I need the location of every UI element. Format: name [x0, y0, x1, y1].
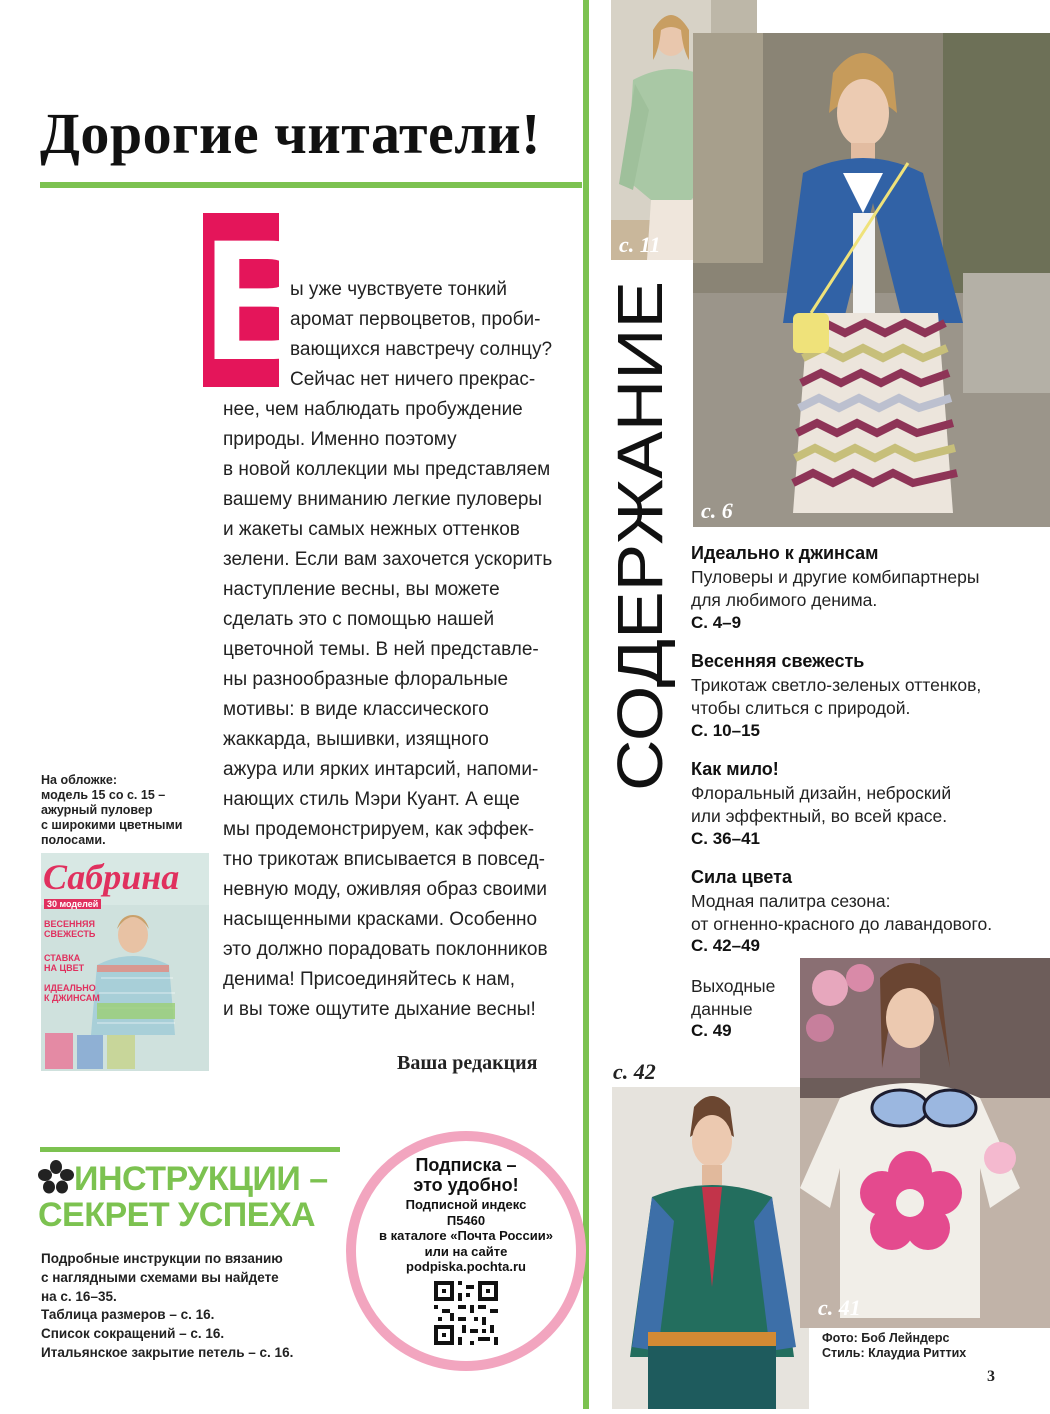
- subscription-badge: Подписка – это удобно! Подписной индекс П5460 в каталоге «Почта России» или на сайте podpiska.pochta.ru: [346, 1131, 586, 1371]
- letter-line: ны разнообразные флоральные: [223, 669, 509, 690]
- letter-line: и вы тоже ощутите дыхание весны!: [223, 999, 536, 1020]
- green-divider-top: [40, 182, 582, 188]
- photo-credit: Фото: Боб Лейндерс Стиль: Клаудиа Риттих: [822, 1331, 967, 1360]
- photo-page-label: с. 11: [619, 232, 661, 257]
- letter-line: зелени. Если вам захочется ускорить: [223, 549, 553, 570]
- toc-title: Как мило!: [691, 759, 779, 779]
- photo-green-cardigan: [612, 1087, 809, 1409]
- toc-desc: данные: [691, 999, 753, 1019]
- toc-page: С. 36–41: [691, 829, 760, 848]
- photo-page-label: с. 41: [818, 1295, 861, 1320]
- letter-line: денима! Присоединяйтесь к нам,: [223, 969, 516, 990]
- letter-line: жаккарда, вышивки, изящного: [223, 729, 489, 750]
- toc-title: Идеально к джинсам: [691, 543, 879, 563]
- photo-page-label: с. 6: [701, 498, 733, 523]
- toc-page: С. 4–9: [691, 613, 742, 632]
- letter-line: нающих стиль Мэри Куант. А еще: [223, 789, 520, 810]
- cover-badge: 30 моделей: [44, 899, 101, 909]
- letter-line: наступление весны, вы можете: [223, 579, 500, 600]
- letter-line: ажура или ярких интарсий, напоми-: [223, 759, 539, 780]
- toc-desc: Пуловеры и другие комбипартнеры: [691, 567, 980, 587]
- cover-caption: На обложке: модель 15 со с. 15 – ажурный пуловер с широкими цветными полосами.: [41, 773, 183, 847]
- green-column-divider: [583, 0, 589, 1409]
- toc-desc: или эффектный, во всей красе.: [691, 806, 948, 826]
- toc-desc: Выходные: [691, 976, 776, 996]
- cover-line: НА ЦВЕТ: [44, 963, 85, 973]
- letter-line: мы продемонстрируем, как эффек-: [223, 819, 535, 840]
- toc-page: С. 49: [691, 1021, 732, 1040]
- letter-line: вашему вниманию легкие пуловеры: [223, 489, 543, 510]
- letter-line: природы. Именно поэтому: [223, 429, 457, 450]
- qr-code-icon: [434, 1281, 498, 1345]
- toc-title: Сила цвета: [691, 867, 793, 887]
- letter-line: и жакеты самых нежных оттенков: [223, 519, 520, 540]
- toc-title: Весенняя свежесть: [691, 651, 865, 671]
- cover-line: ВЕСЕННЯЯ: [44, 919, 95, 929]
- letter-line: вающихся навстречу солнцу?: [290, 339, 553, 360]
- cover-line: СВЕЖЕСТЬ: [44, 929, 96, 939]
- drop-cap: В: [203, 204, 328, 396]
- toc-desc: от огненно-красного до лавандового.: [691, 914, 993, 934]
- letter-line: нее, чем наблюдать пробуждение: [223, 399, 523, 420]
- letter-line: это должно порадовать поклонников: [223, 939, 548, 960]
- toc-desc: для любимого денима.: [691, 590, 878, 610]
- cover-line: К ДЖИНСАМ: [44, 993, 100, 1003]
- contents-vertical-title: [604, 279, 676, 791]
- toc-desc: чтобы слиться с природой.: [691, 698, 911, 718]
- subscription-link[interactable]: podpiska.pochta.ru: [406, 1259, 526, 1274]
- contents-vertical-text: СОДЕРЖАНИЕ: [604, 333, 676, 791]
- flower-icon: [38, 1160, 74, 1194]
- instructions-title: ИНСТРУКЦИИ – СЕКРЕТ УСПЕХА: [38, 1160, 328, 1234]
- letter-line: в новой коллекции мы представляем: [223, 459, 551, 480]
- cover-magazine-title: Сабрина: [43, 857, 180, 897]
- letter-line: аромат первоцветов, проби-: [290, 309, 541, 330]
- signature: Ваша редакция: [397, 1052, 538, 1074]
- letter-line: ы уже чувствуете тонкий: [290, 279, 508, 300]
- letter-line: насыщенными красками. Особенно: [223, 909, 538, 930]
- photo-denim-jacket: [693, 33, 1050, 527]
- photo-page-label: с. 42: [613, 1059, 656, 1084]
- letter-line: мотивы: в виде классического: [223, 699, 489, 720]
- toc-desc: Трикотаж светло-зеленых оттенков,: [691, 675, 982, 695]
- toc-page: С. 42–49: [691, 936, 760, 955]
- toc-desc: Флоральный дизайн, неброский: [691, 783, 952, 803]
- instructions-text: Подробные инструкции по вязанию с наглядными схемами вы найдете на с. 16–35. Таблица размеров – с. 16. Список сокращений – с. 16. Итальянское закрытие петель – с. 16.: [41, 1251, 294, 1360]
- green-divider-bottom: [40, 1147, 340, 1152]
- letter-line: тно трикотаж вписывается в повсед-: [223, 849, 545, 870]
- toc-desc: Модная палитра сезона:: [691, 891, 891, 911]
- photo-flower-sweater: [800, 958, 1050, 1328]
- letter-line: невную моду, оживляя образ своими: [223, 879, 548, 900]
- toc-page: С. 10–15: [691, 721, 760, 740]
- letter-line: Сейчас нет ничего прекрас-: [290, 369, 536, 390]
- page-title: Дорогие читатели!: [40, 101, 541, 166]
- cover-line: ИДЕАЛЬНО: [44, 983, 96, 993]
- cover-line: СТАВКА: [44, 953, 81, 963]
- magazine-cover-image: [41, 853, 209, 1071]
- letter-line: цветочной темы. В ней представле-: [223, 639, 539, 660]
- page-number: 3: [987, 1368, 995, 1385]
- letter-line: сделать это с помощью нашей: [223, 609, 495, 630]
